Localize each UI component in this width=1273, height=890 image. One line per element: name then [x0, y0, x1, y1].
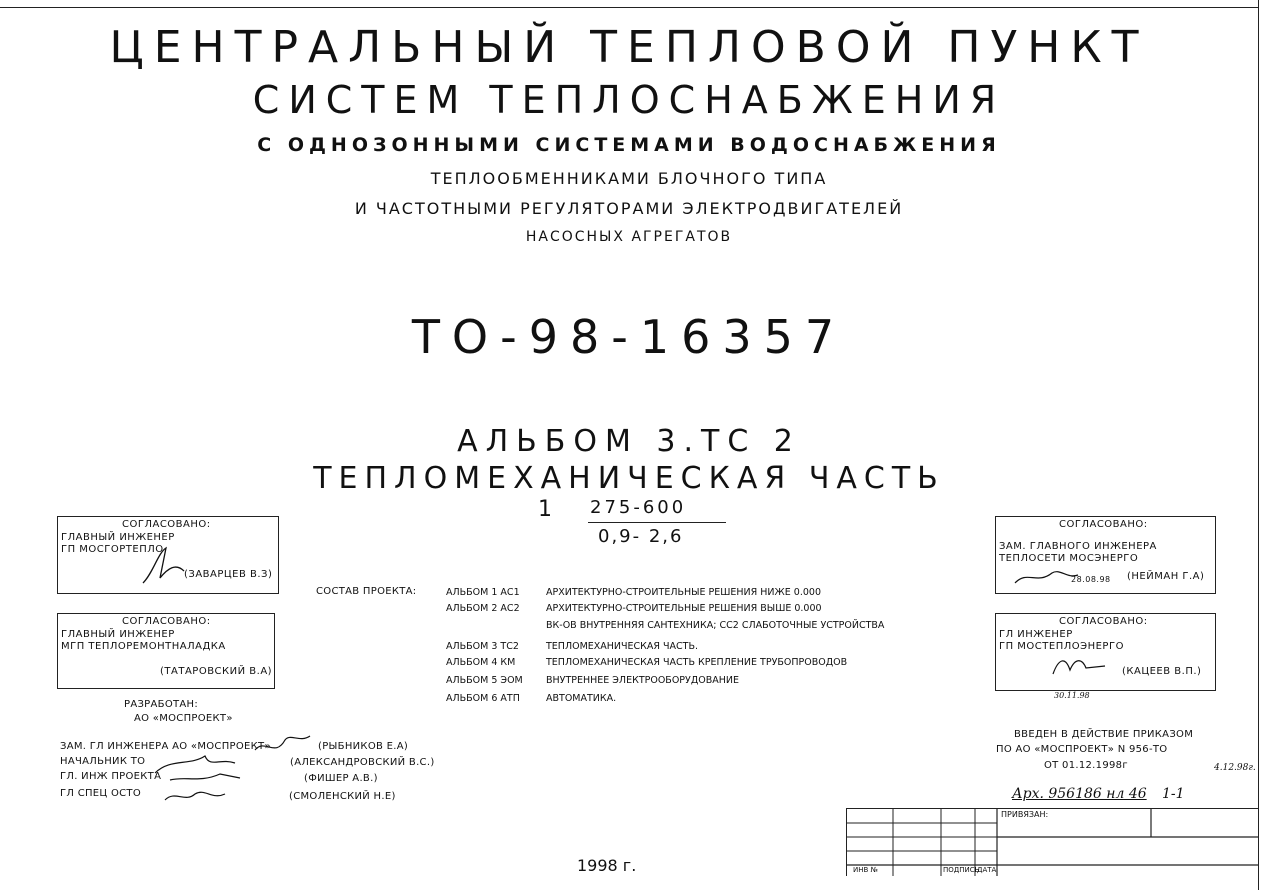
approval-name: (ЗАВАРЦЕВ В.З): [184, 569, 273, 580]
title-line-4: ТЕПЛООБМЕННИКАМИ БЛОЧНОГО ТИПА: [430, 169, 828, 188]
title-line-1: ЦЕНТРАЛЬНЫЙ ТЕПЛОВОЙ ПУНКТ: [109, 22, 1149, 73]
approval-date-right-2: 30.11.98: [1054, 691, 1090, 700]
composition-desc: ТЕПЛОМЕХАНИЧЕСКАЯ ЧАСТЬ КРЕПЛЕНИЕ ТРУБОПРОВОДОВ: [546, 657, 848, 668]
sheet-top-border: [0, 7, 1258, 8]
composition-album: АЛЬБОМ 2 АС2: [446, 603, 520, 614]
composition-desc: АВТОМАТИКА.: [546, 693, 617, 704]
title-line-5: И ЧАСТОТНЫМИ РЕГУЛЯТОРАМИ ЭЛЕКТРОДВИГАТЕЛЕЙ: [354, 199, 904, 218]
attached-label: ПРИВЯЗАН:: [1001, 810, 1049, 819]
approval-heading: СОГЛАСОВАНО:: [1059, 519, 1148, 530]
approval-heading: СОГЛАСОВАНО:: [122, 616, 211, 627]
approval-heading: СОГЛАСОВАНО:: [122, 519, 211, 530]
composition-desc: АРХИТЕКТУРНО-СТРОИТЕЛЬНЫЕ РЕШЕНИЯ ВЫШЕ 0.000: [546, 603, 822, 614]
staff-name: (РЫБНИКОВ Е.А): [318, 741, 409, 752]
order-line-3: ОТ 01.12.1998г: [1044, 760, 1128, 771]
year: 1998 г.: [577, 856, 637, 875]
order-line-1: ВВЕДЕН В ДЕЙСТВИЕ ПРИКАЗОМ: [1014, 729, 1194, 740]
composition-desc: ТЕПЛОМЕХАНИЧЕСКАЯ ЧАСТЬ.: [546, 641, 699, 652]
developer-label: РАЗРАБОТАН:: [124, 699, 199, 710]
approval-date: 28.08.98: [1071, 575, 1111, 584]
developer-org: АО «МОСПРОЕКТ»: [134, 713, 233, 724]
approval-line: ГП МОСТЕПЛОЭНЕРГО: [999, 641, 1124, 652]
album-title: АЛЬБОМ 3.ТС 2: [457, 424, 801, 459]
composition-desc: ВНУТРЕННЕЕ ЭЛЕКТРООБОРУДОВАНИЕ: [546, 675, 739, 686]
signature-icon: [1050, 650, 1110, 680]
composition-album: АЛЬБОМ 3 ТС2: [446, 641, 519, 652]
order-date-note: 4.12.98г.: [1214, 763, 1256, 773]
fraction-bottom: 0,9- 2,6: [598, 526, 684, 547]
staff-role: ЗАМ. ГЛ ИНЖЕНЕРА АО «МОСПРОЕКТ»: [60, 741, 271, 752]
fraction-top: 275-600: [590, 497, 687, 518]
composition-label: СОСТАВ ПРОЕКТА:: [316, 586, 417, 597]
album-number: 1: [538, 497, 552, 522]
staff-name: (АЛЕКСАНДРОВСКИЙ В.С.): [290, 757, 435, 768]
staff-role: ГЛ СПЕЦ ОСТО: [60, 788, 141, 799]
archive-number: Арх. 956186 нл 46: [1012, 786, 1147, 802]
approval-name: (КАЦЕЕВ В.П.): [1122, 666, 1202, 677]
archive-sheet: 1-1: [1162, 786, 1185, 802]
title-line-2: СИСТЕМ ТЕПЛОСНАБЖЕНИЯ: [252, 78, 1006, 122]
fraction-bar: [588, 522, 726, 523]
staff-name: (СМОЛЕНСКИЙ Н.Е): [289, 791, 396, 802]
album-part: ТЕПЛОМЕХАНИЧЕСКАЯ ЧАСТЬ: [313, 461, 945, 496]
approval-box-right-2: [995, 613, 1216, 691]
stamp-date-label: ДАТА: [977, 866, 997, 874]
stamp-grid: [847, 809, 1259, 876]
title-line-3: С ОДНОЗОННЫМИ СИСТЕМАМИ ВОДОСНАБЖЕНИЯ: [257, 134, 1001, 156]
order-line-2: ПО АО «МОСПРОЕКТ» N 956-ТО: [996, 744, 1168, 755]
title-line-6: НАСОСНЫХ АГРЕГАТОВ: [525, 229, 733, 245]
stamp-inv-label: ИНВ №: [853, 866, 878, 874]
approval-line: ГЛАВНЫЙ ИНЖЕНЕР: [61, 532, 175, 543]
approval-line: ГЛ ИНЖЕНЕР: [999, 629, 1073, 640]
composition-album: АЛЬБОМ 1 АС1: [446, 587, 520, 598]
approval-box-right-1: [995, 516, 1216, 594]
composition-album: АЛЬБОМ 4 КМ: [446, 657, 516, 668]
approval-line: ЗАМ. ГЛАВНОГО ИНЖЕНЕРА: [999, 541, 1157, 552]
stamp-table: [846, 808, 1259, 876]
sheet-right-border: [1258, 0, 1259, 890]
approval-line: МГП ТЕПЛОРЕМОНТНАЛАДКА: [61, 641, 226, 652]
approval-line: ГЛАВНЫЙ ИНЖЕНЕР: [61, 629, 175, 640]
composition-album: АЛЬБОМ 6 АТП: [446, 693, 520, 704]
composition-album: АЛЬБОМ 5 ЭОМ: [446, 675, 523, 686]
approval-name: (ТАТАРОВСКИЙ В.А): [160, 666, 273, 677]
staff-role: ГЛ. ИНЖ ПРОЕКТА: [60, 771, 162, 782]
composition-desc: ВК-ОВ ВНУТРЕННЯЯ САНТЕХНИКА; СС2 СЛАБОТОЧНЫЕ УСТРОЙСТВА: [546, 620, 885, 631]
approval-line: ТЕПЛОСЕТИ МОСЭНЕРГО: [999, 553, 1139, 564]
staff-role: НАЧАЛЬНИК ТО: [60, 756, 146, 767]
approval-heading: СОГЛАСОВАНО:: [1059, 616, 1148, 627]
approval-box-left-2: [57, 613, 275, 689]
staff-name: (ФИШЕР А.В.): [304, 773, 378, 784]
approval-box-left-1: [57, 516, 279, 594]
signature-icon: [138, 543, 188, 587]
stamp-signature-label: ПОДПИСЬ: [943, 866, 980, 874]
staff-signatures-icon: [150, 728, 320, 818]
composition-desc: АРХИТЕКТУРНО-СТРОИТЕЛЬНЫЕ РЕШЕНИЯ НИЖЕ 0.000: [546, 587, 821, 598]
project-code: ТО-98-16357: [411, 310, 847, 364]
approval-name: (НЕЙМАН Г.А): [1127, 571, 1205, 582]
approval-line: ГП МОСГОРТЕПЛО: [61, 544, 164, 555]
